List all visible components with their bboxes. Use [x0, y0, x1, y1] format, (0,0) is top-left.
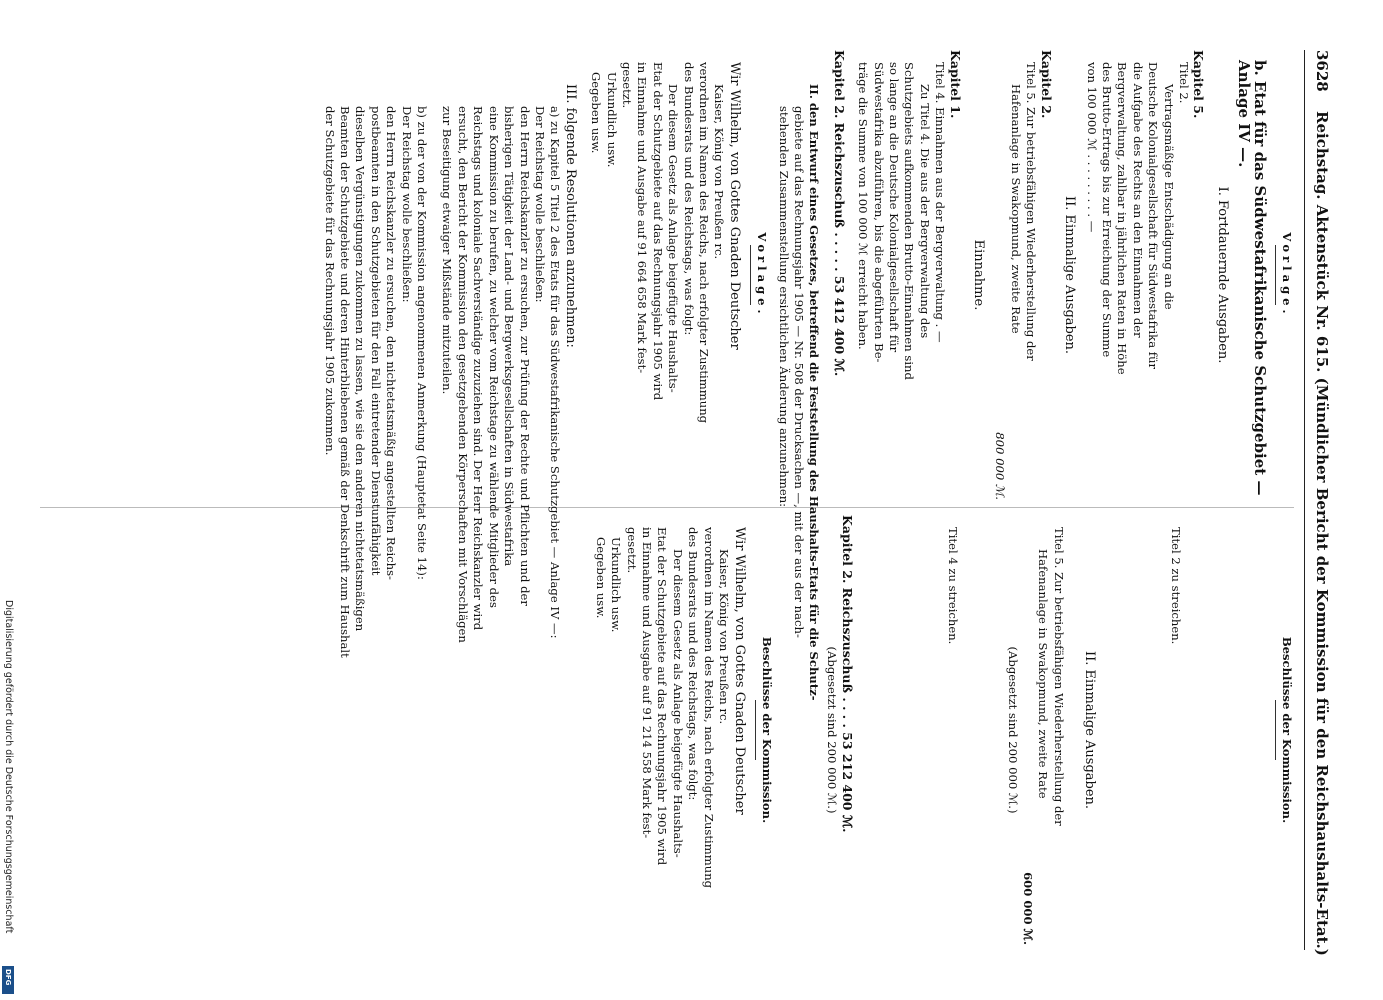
resolution-a-line: den Herrn Reichskanzler zu ersuchen, zur Prüfung der Rechte und Pflichten und der [517, 106, 532, 606]
resolution-a-line: eine Kommission zu berufen, zu welcher vom Reichstage zu wählende Mitglieder des [486, 106, 501, 608]
resolution-b-line: dieselben Vergünstigungen zukommen zu lassen, wie sie den anderen nichtetatsmäßigen [353, 106, 368, 632]
wir-line: des Bundesrats und des Reichstags, was folgt: [681, 62, 696, 336]
kapitel-1-titel: Titel 4. Einnahmen aus der Bergverwaltung . — [933, 62, 948, 343]
gesetz-line: gesetzt. [619, 62, 634, 109]
gesetz-line: in Einnahme und Ausgabe auf 91 664 658 Mark fest- [635, 62, 650, 374]
resolution-b-line: den Herrn Reichskanzler zu ersuchen, den nichtetatsmäßig angestellten Reichs- [384, 106, 399, 580]
resolution-a-line: Der Reichstag wolle beschließen: [532, 106, 547, 303]
beschluesse-heading-2: Beschlüsse der Kommission. [759, 636, 774, 824]
kapitel-2-reichszuschuss: Kapitel 2. Reichszuschuß . . . . . 53 412 400 ℳ. [831, 50, 847, 377]
kapitel-2-line: Hafenanlage in Swakopmund, zweite Rate [1008, 84, 1023, 334]
gesetz-line-right: Etat der Schutzgebiete auf das Rechnungsjahr 1905 wird [655, 527, 670, 866]
einnahme-heading: Einnahme. [971, 239, 987, 311]
resolution-b-line: Der Reichstag wolle beschließen: [399, 106, 414, 303]
etat-title: b. Etat für das Südwestafrikanische Schutzgebiet — Anlage IV —. [1235, 60, 1269, 496]
part-II-line: stehenden Zusammenstellung ersichtlichen Änderung anzunehmen: [776, 106, 791, 508]
part-III-heading: III. folgende Resolutionen anzunehmen: [562, 84, 578, 348]
heading-rule [750, 245, 751, 305]
resolution-b-line: postbeamten in den Schutzgebieten für den Fall eintretender Dienstunfähigkeit [368, 106, 383, 576]
kapitel-1-heading: Kapitel 1. [947, 50, 963, 119]
zu-titel-line: Südwestafrika abzuführen, bis die abgeführten Be- [871, 62, 886, 363]
kapitel-2-heading: Kapitel 2. [1038, 50, 1054, 119]
credit-text: Digitalisierung gefördert durch die Deutsche Forschungsgemeinschaft [3, 600, 14, 934]
resolution-a-line: bisherigen Tätigkeit der Land- und Bergwerksgesellschaften in Südwestafrika [502, 106, 517, 567]
kapitel-5-line: Deutsche Kolonialgesellschaft für Südwestafrika für [1146, 62, 1161, 370]
page-number: 3628 [1313, 50, 1331, 92]
gesetz-line-right: gesetzt. [624, 527, 639, 574]
gesetz-line: Der diesem Gesetz als Anlage beigefügte Haushalts- [666, 84, 681, 393]
section-fortdauernde: I. Fortdauernde Ausgaben. [1214, 186, 1230, 364]
header-title: Reichstag. Aktenstück Nr. 615. (Mündlicher Bericht der Kommission für den Reichshaushalts-Etat.) [1313, 110, 1331, 956]
wir-line: Wir Wilhelm, von Gottes Gnaden Deutscher [726, 62, 742, 350]
heading-rule [1275, 700, 1276, 760]
gegeben: Gegeben usw. [589, 72, 604, 154]
wir-line-right: des Bundesrats und des Reichstags, was folgt: [686, 527, 701, 801]
part-II-line: gebiete auf das Rechnungsjahr 1905 — Nr. 508 der Drucksachen —, mit der aus der nach- [792, 106, 807, 638]
kapitel-2-amount-right: 600 000 ℳ. [1020, 872, 1035, 945]
gesetz-line-right: Der diesem Gesetz als Anlage beigefügte Haushalts- [670, 549, 685, 858]
kapitel-5-line: die Aufgabe des Rechts an den Einnahmen der [1130, 62, 1145, 338]
wir-line-right: Kaiser, König von Preußen rc. [717, 549, 732, 725]
resolution-a-line: a) zu Kapitel 5 Titel 2 des Etats für das Südwestafrikanische Schutzgebiet — Anlage IV —: [548, 106, 563, 639]
kapitel-2-titel: Titel 5. Zur betriebsfähigen Wiederherstellung der [1024, 62, 1039, 361]
kapitel-5-heading: Kapitel 5. [1191, 50, 1207, 119]
titel-4-strike: Titel 4 zu streichen. [946, 527, 961, 645]
beschluesse-heading: Beschlüsse der Kommission. [1280, 636, 1294, 824]
zu-titel-line: träge die Summe von 100 000 ℳ erreicht haben. [856, 62, 871, 350]
reichszuschuss-note-right: (Abgesetzt sind 200 000 ℳ.) [825, 646, 840, 814]
resolution-b-line: b) zu der von der Kommission angenommenen Anmerkung (Hauptetat Seite 14): [415, 106, 430, 580]
gesetz-line: Etat der Schutzgebiete auf das Rechnungsjahr 1905 wird [650, 62, 665, 401]
dfg-logo-text: DFG [4, 969, 12, 986]
digitization-credit [0, 600, 16, 990]
kapitel-2-reichszuschuss-right: Kapitel 2. Reichszuschuß . . . . 53 212 400 ℳ. [839, 515, 855, 833]
urkundlich-right: Urkundlich usw. [609, 537, 624, 633]
kapitel-5-line: Vertragsmäßige Entschädigung an die [1161, 84, 1176, 310]
wir-line: Kaiser, König von Preußen rc. [712, 84, 727, 260]
wir-line: verordnen im Namen des Reichs, nach erfolgter Zustimmung [697, 62, 711, 424]
section-einmalige-right: II. Einmalige Ausgaben. [1082, 650, 1098, 810]
resolution-a-line: ersucht, den Bericht der Kommission den gesetzgebenden Körperschaften mit Vorschlägen [455, 106, 470, 643]
section-einmalige: II. Einmalige Ausgaben. [1062, 195, 1078, 355]
wir-line-right: verordnen im Namen des Reichs, nach erfolgter Zustimmung [701, 527, 716, 889]
resolution-b-line: Beamten der Schutzgebiete und deren Hinterbliebenen gemäß der Denkschrift zum Haushalt [338, 106, 353, 658]
dfg-logo [2, 966, 14, 994]
part-II-line: II. den Entwurf eines Gesetzes, betreffend die Feststellung des Haushalts-Etats für die Schutz- [807, 84, 822, 701]
vorlage-heading-2: Vorlage. [755, 232, 770, 318]
kapitel-2-line-right: Hafenanlage in Swakopmund, zweite Rate [1036, 549, 1051, 799]
resolution-b-line: der Schutzgebiete für das Rechnungsjahr 1905 zukommen. [322, 106, 337, 456]
gegeben-right: Gegeben usw. [593, 537, 608, 619]
gesetz-line-right: in Einnahme und Ausgabe auf 91 214 558 Mark fest- [640, 527, 655, 839]
kapitel-2-note-right: (Abgesetzt sind 200 000 ℳ.) [1005, 646, 1020, 814]
kapitel-5-line: Bergverwaltung, zahlbar in jährlichen Raten in Höhe [1115, 62, 1130, 375]
kapitel-5-titel: Titel 2. [1176, 62, 1191, 104]
vorlage-heading: Vorlage. [1280, 232, 1294, 318]
kapitel-5-titel-2-strike: Titel 2 zu streichen. [1168, 527, 1183, 645]
resolution-a-line: zur Beseitigung etwaiger Mißstände mitzuteilen. [440, 106, 455, 395]
beschluesse-column [592, 515, 1294, 945]
kapitel-5-line: des Brutto-Ertrags bis zur Erreichung der Summe [1099, 62, 1114, 358]
zu-titel-line: so lange an die Deutsche Kolonialgesellschaft für [887, 62, 902, 353]
column-divider [40, 507, 1294, 508]
page-header [1304, 50, 1340, 956]
wir-line-right: Wir Wilhelm, von Gottes Gnaden Deutscher [731, 527, 747, 815]
zu-titel-line: Zu Titel 4. Die aus der Bergverwaltung des [917, 84, 932, 339]
heading-rule [755, 700, 756, 760]
kapitel-5-amount-line: von 100 000 ℳ . . . . . . . . . — [1084, 62, 1099, 233]
kapitel-2-titel-right: Titel 5. Zur betriebsfähigen Wiederherstellung der [1051, 527, 1066, 826]
heading-rule [1275, 245, 1276, 305]
document-page [20, 50, 1340, 956]
kapitel-2-amount: 800 000 ℳ. [993, 432, 1008, 500]
zu-titel-line: Schutzgebiets aufkommenden Brutto-Einnahmen sind [902, 62, 917, 380]
resolution-a-line: Reichstags und koloniale Sachverständige zuzuziehen sind. Der Herr Reichskanzler wird [471, 106, 486, 631]
urkundlich: Urkundlich usw. [604, 72, 619, 168]
